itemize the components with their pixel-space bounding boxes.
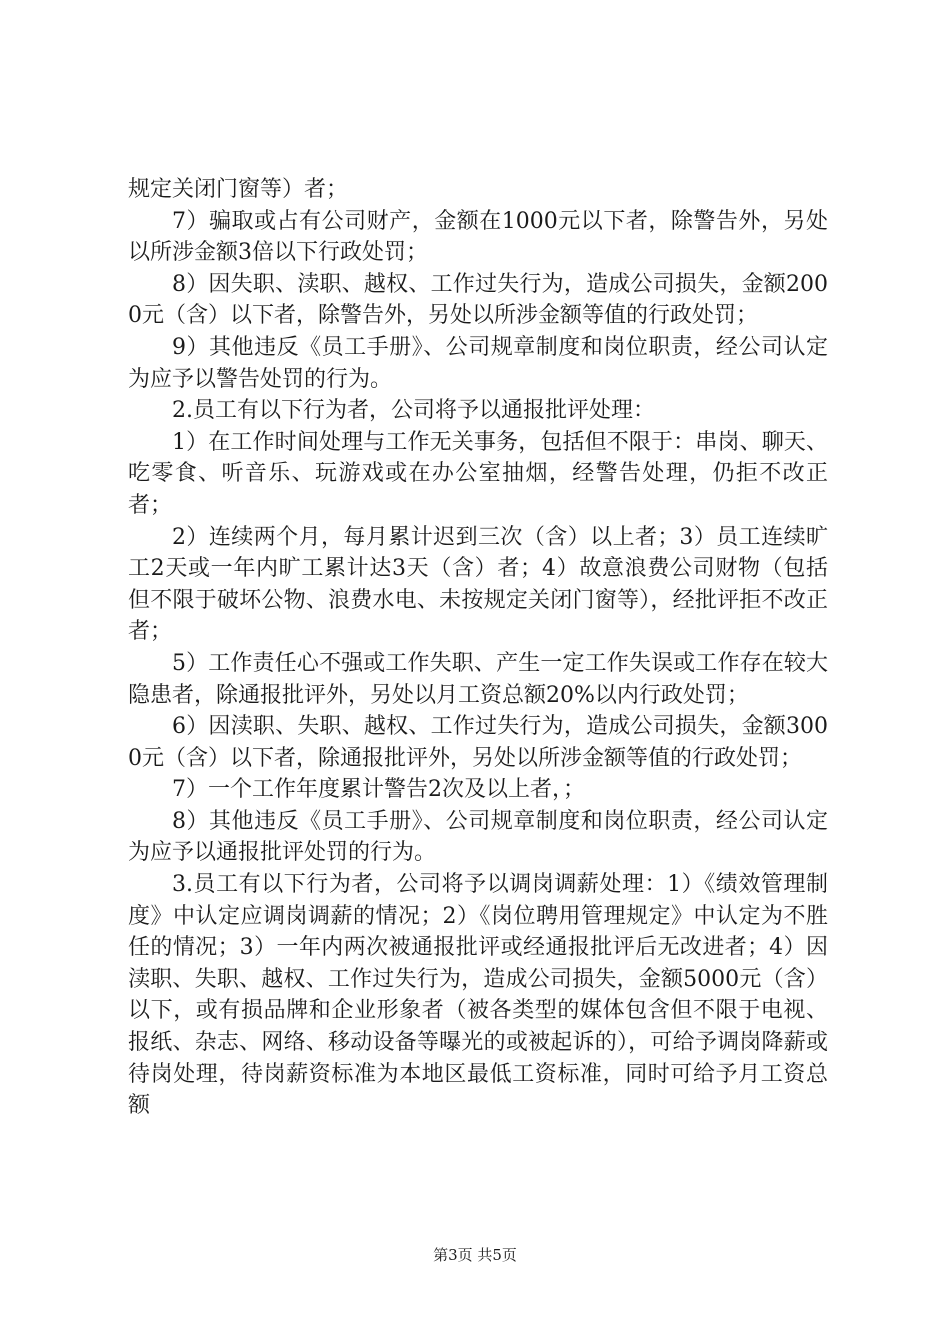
section-heading-2-criticism: 2.员工有以下行为者，公司将予以通报批评处理： [172, 398, 655, 424]
paragraph-criticism-item-7: 7）一个工作年度累计警告2次及以上者，； [172, 777, 585, 803]
paragraph-criticism-item-2-4: 2）连续两个月，每月累计迟到三次（含）以上者；3）员工连续旷工2天或一年内旷工累计达3天（含）者；4）故意浪费公司财物（包括但不限于破坏公物、浪费水电、未按规定关闭门窗等），经批评拒不改正者； [128, 524, 828, 645]
paragraph-criticism-item-6: 6）因渎职、失职、越权、工作过失行为，造成公司损失，金额3000元（含）以下者，除通报批评外，另处以所涉金额等值的行政处罚； [128, 714, 828, 771]
page-footer: 第3页 共5页 [433, 1246, 517, 1264]
paragraph-criticism-item-8: 8）其他违反《员工手册》、公司规章制度和岗位职责，经公司认定为应予以通报批评处罚的行为。 [128, 808, 828, 866]
paragraph-criticism-item-5: 5）工作责任心不强或工作失职、产生一定工作失误或工作存在较大隐患者，除通报批评外，另处以月工资总额20%以内行政处罚； [128, 650, 828, 708]
paragraph-item-7-fraud: 7）骗取或占有公司财产，金额在1000元以下者，除警告外，另处以所涉金额3倍以下行政处罚； [128, 208, 828, 266]
paragraph-item-8-loss: 8）因失职、渎职、越权、工作过失行为，造成公司损失，金额2000元（含）以下者，除警告外，另处以所涉金额等值的行政处罚； [128, 271, 828, 329]
paragraph-item-9-other: 9）其他违反《员工手册》、公司规章制度和岗位职责，经公司认定为应予以警告处罚的行为。 [128, 334, 828, 392]
paragraph-criticism-item-1: 1）在工作时间处理与工作无关事务，包括但不限于：串岗、聊天、吃零食、听音乐、玩游戏或在办公室抽烟，经警告处理，仍拒不改正者； [128, 429, 828, 518]
section-3-reassignment: 3.员工有以下行为者，公司将予以调岗调薪处理：1）《绩效管理制度》中认定应调岗调薪的情况；2）《岗位聘用管理规定》中认定为不胜任的情况；3）一年内两次被通报批评或经通报批评后无改进者；4）因渎职、失职、越权、工作过失行为，造成公司损失，金额5000元（含）以下，或有损品牌和企业形象者（被各类型的媒体包含但不限于电视、报纸、杂志、网络、移动设备等曝光的或被起诉的），可给予调岗降薪或待岗处理，待岗薪资标准为本地区最低工资标准，同时可给予月工资总额 [128, 872, 828, 1119]
paragraph-continuation: 规定关闭门窗等）者； [128, 177, 349, 202]
document-body [128, 174, 828, 1122]
